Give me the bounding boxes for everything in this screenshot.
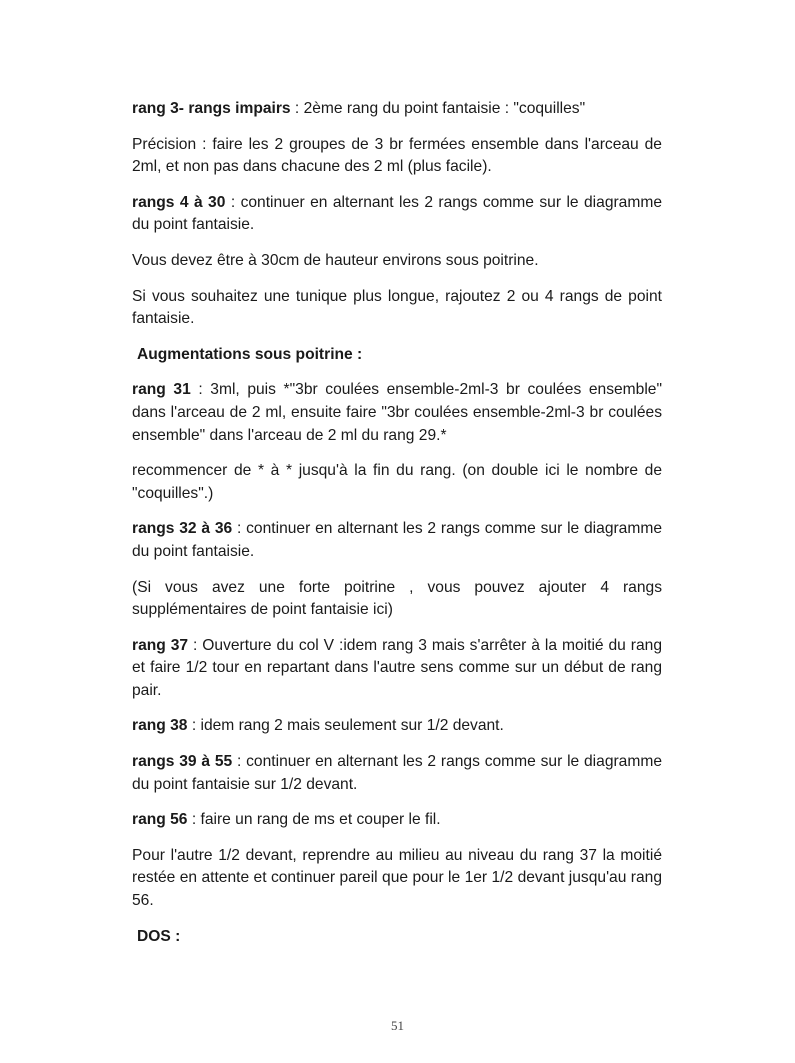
paragraph-autre-demi-devant — [132, 845, 662, 913]
row-label: rang 38 — [132, 717, 188, 735]
row-label: rang 3- rangs impairs — [132, 100, 291, 117]
row-label: rang 56 — [132, 811, 188, 829]
paragraph-text: : 3ml, puis *"3br coulées ensemble-2ml-3 br coulées ensemble" dans l'arceau de 2 ml, ensuite faire "3br coulées ensemble-2ml-3 br coulées ensemble" dans l'arceau de 2 ml du rang 29.* — [132, 381, 662, 444]
paragraph-precision — [132, 134, 662, 179]
paragraph-text: : Ouverture du col V :idem rang 3 mais s'arrêter à la moitié du rang et faire 1/2 tour en repartant dans l'autre sens comme sur un début de rang pair. — [132, 636, 662, 699]
row-label: rangs 32 à 36 — [132, 520, 233, 538]
paragraph-text: : continuer en alternant les 2 rangs comme sur le diagramme du point fantaisie sur 1/2 devant. — [132, 753, 663, 793]
paragraph-text: Si vous souhaitez une tunique plus longue, rajoutez 2 ou 4 rangs de point fantaisie. — [132, 287, 662, 328]
paragraph-hauteur — [132, 250, 662, 273]
paragraph-rangs-39-55 — [132, 751, 662, 796]
paragraph-text: : 2ème rang du point fantaisie : "coquilles" — [290, 100, 586, 117]
paragraph-rangs-4-30 — [132, 192, 662, 237]
paragraph-text: (Si vous avez une forte poitrine , vous pouvez ajouter 4 rangs supplémentaires de point fantaisie ici) — [132, 578, 662, 619]
paragraph-text: : faire un rang de ms et couper le fil. — [187, 811, 441, 829]
page-number: 51 — [391, 1018, 404, 1033]
paragraph-tunique — [132, 286, 662, 331]
section-heading-augmentations: Augmentations sous poitrine : — [137, 345, 363, 363]
paragraph-text: Précision : faire les 2 groupes de 3 br fermées ensemble dans l'arceau de 2ml, et non pas dans chacune des 2 ml (plus facile). — [132, 135, 662, 176]
paragraph-text: Pour l'autre 1/2 devant, reprendre au milieu au niveau du rang 37 la moitié restée en attente et continuer pareil que pour le 1er 1/2 devant jusqu'au rang 56. — [132, 846, 662, 910]
row-label: rang 31 — [132, 381, 191, 399]
paragraph-forte-poitrine — [132, 577, 662, 622]
paragraph-rangs-32-36 — [132, 518, 662, 563]
paragraph-text: : continuer en alternant les 2 rangs comme sur le diagramme du point fantaisie. — [132, 193, 663, 234]
paragraph-text: : continuer en alternant les 2 rangs comme sur le diagramme du point fantaisie. — [132, 520, 663, 560]
row-label: rangs 39 à 55 — [132, 753, 233, 771]
paragraph-rang-37 — [132, 635, 662, 703]
paragraph-rang-31 — [132, 379, 662, 447]
paragraph-rang-56 — [132, 809, 662, 832]
document-body — [132, 98, 662, 961]
paragraph-text: : idem rang 2 mais seulement sur 1/2 devant. — [187, 717, 504, 735]
section-heading-dos: DOS : — [137, 927, 181, 945]
paragraph-text: Vous devez être à 30cm de hauteur environs sous poitrine. — [132, 251, 539, 269]
paragraph-rang-3 — [132, 98, 662, 121]
row-label: rang 37 — [132, 636, 189, 654]
row-label: rangs 4 à 30 — [132, 193, 226, 211]
paragraph-text: recommencer de * à * jusqu'à la fin du rang. (on double ici le nombre de "coquilles".) — [132, 462, 662, 502]
paragraph-recommencer — [132, 460, 662, 505]
paragraph-rang-38 — [132, 715, 662, 738]
